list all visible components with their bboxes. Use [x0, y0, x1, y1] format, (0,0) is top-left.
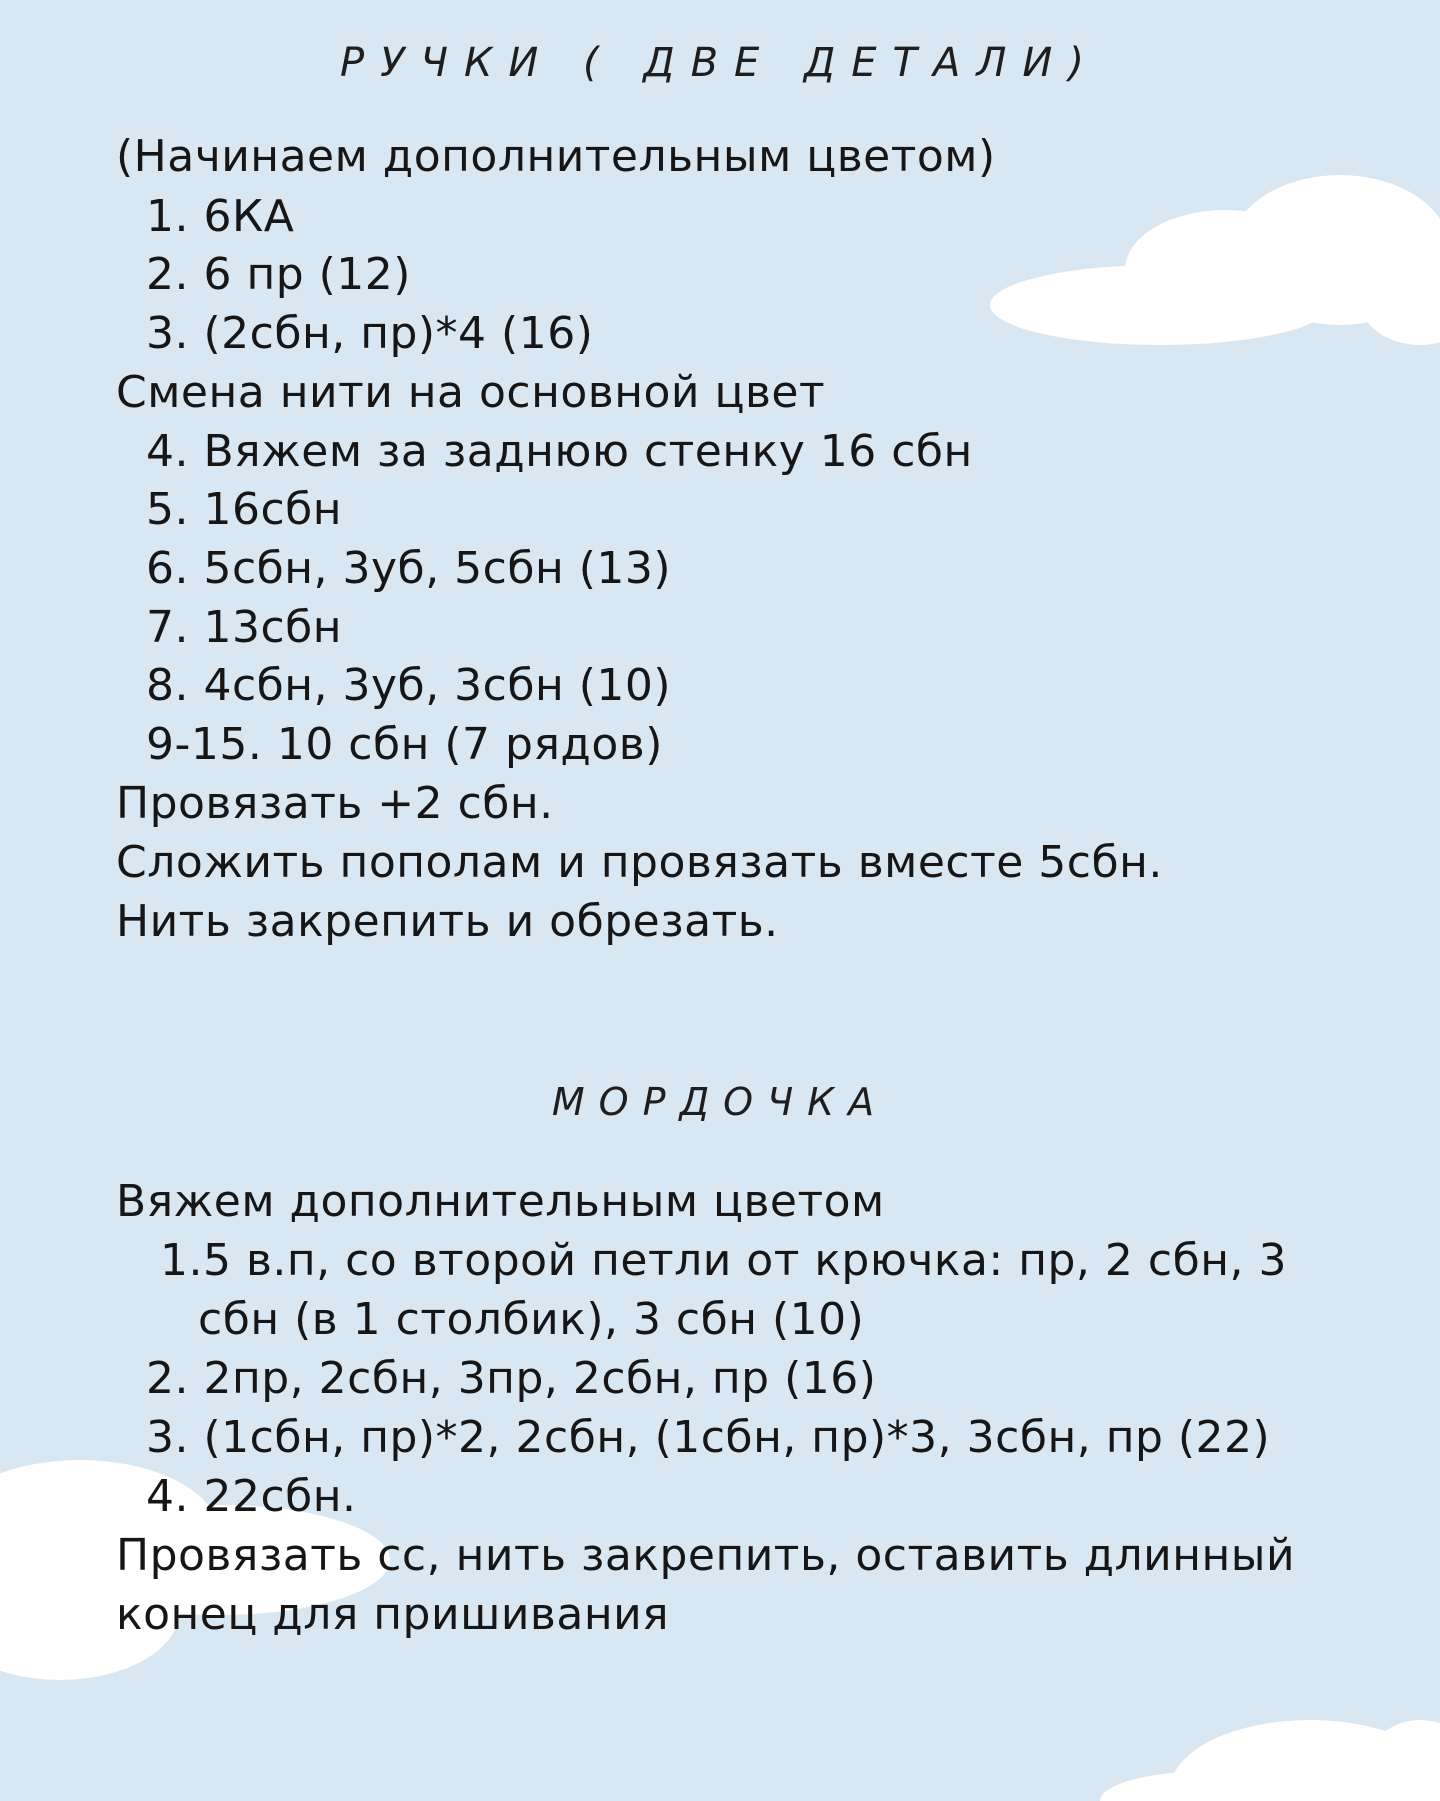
- handles-line: (Начинаем дополнительным цветом): [116, 131, 996, 182]
- handles-line: 9-15. 10 сбн (7 рядов): [146, 719, 663, 770]
- handles-line: 8. 4сбн, 3уб, 3сбн (10): [146, 660, 672, 711]
- handles-line: 5. 16сбн: [146, 484, 343, 535]
- muzzle-line: 1.5 в.п, со второй петли от крючка: пр, 2 сбн, 3: [160, 1235, 1287, 1286]
- muzzle-line: 4. 22сбн.: [146, 1471, 357, 1522]
- muzzle-line: Провязать сс, нить закрепить, оставить длинный: [116, 1530, 1296, 1581]
- muzzle-line: 2. 2пр, 2сбн, 3пр, 2сбн, пр (16): [146, 1353, 877, 1404]
- muzzle-line: Вяжем дополнительным цветом: [116, 1176, 885, 1227]
- handles-line: 3. (2сбн, пр)*4 (16): [146, 308, 594, 359]
- handles-title: РУЧКИ ( ДВЕ ДЕТАЛИ): [340, 40, 1100, 86]
- muzzle-title: МОРДОЧКА: [551, 1080, 889, 1124]
- handles-line: 1. 6КА: [146, 191, 295, 242]
- handles-line: Сложить пополам и провязать вместе 5сбн.: [116, 837, 1163, 888]
- handles-line: 2. 6 пр (12): [146, 249, 411, 300]
- handles-line: 6. 5сбн, 3уб, 5сбн (13): [146, 543, 672, 594]
- handles-line: 7. 13сбн: [146, 602, 343, 653]
- handles-line: Нить закрепить и обрезать.: [116, 896, 779, 947]
- muzzle-line: конец для пришивания: [116, 1589, 670, 1640]
- handles-line: Провязать +2 сбн.: [116, 778, 554, 829]
- muzzle-line: сбн (в 1 столбик), 3 сбн (10): [198, 1294, 865, 1345]
- muzzle-line: 3. (1сбн, пр)*2, 2сбн, (1сбн, пр)*3, 3сбн, пр (22): [146, 1412, 1271, 1463]
- handles-line: Смена нити на основной цвет: [116, 367, 826, 418]
- handles-line: 4. Вяжем за заднюю стенку 16 сбн: [146, 426, 973, 477]
